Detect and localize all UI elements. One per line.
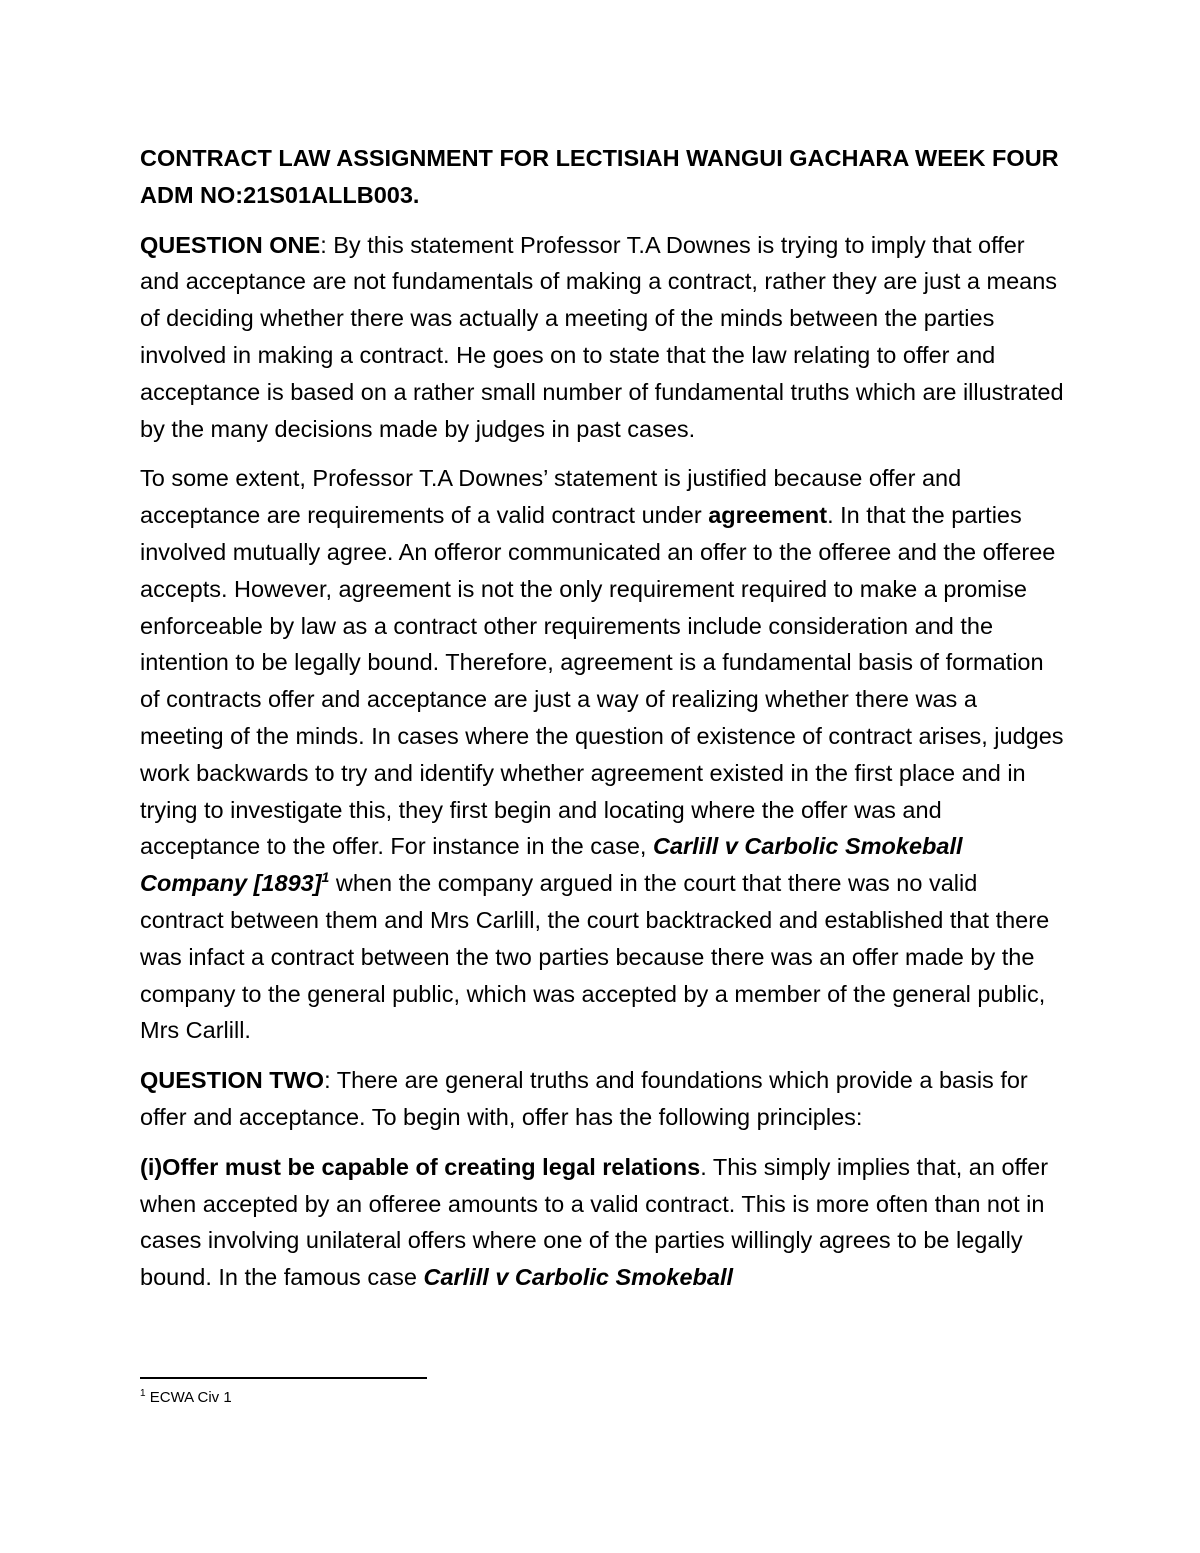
footnote-number: 1 [140, 1388, 146, 1399]
title-line-1: CONTRACT LAW ASSIGNMENT FOR LECTISIAH WANGUI GACHARA WEEK FOUR [140, 145, 1059, 171]
discussion-paragraph [140, 460, 1065, 1049]
footnote-separator [140, 1377, 427, 1379]
discussion-text-a: To some extent, Professor T.A Downes’ statement is justified because offer and acceptance are requirements of a valid contract under [140, 465, 962, 529]
agreement-term: agreement [708, 502, 828, 529]
question-one-text: : By this statement Professor T.A Downes is trying to imply that offer and acceptance are not fundamentals of making a contract, rather they are just a means of deciding whether there was actually a meeting of the minds between the parties involved in making a contract. He goes on to state that the law relating to offer and acceptance is based on a rather small number of fundamental truths which are illustrated by the many decisions made by judges in past cases. [140, 231, 1064, 442]
principle-one-paragraph [140, 1149, 1065, 1296]
principle-one-text: . This simply implies that, an offer when accepted by an offeree amounts to a valid contract. This is more often than not in cases involving unilateral offers where one of the parties willingly agrees to be legally bound. In the famous case [140, 1153, 1049, 1291]
title-line-2: ADM NO:21S01ALLB003. [140, 181, 420, 208]
question-two-text: : There are general truths and foundations which provide a basis for offer and acceptance. To begin with, offer has the following principles: [140, 1067, 1028, 1130]
document-body [140, 140, 1065, 1309]
question-two-label: QUESTION TWO [140, 1067, 325, 1094]
case-citation: Carlill v Carbolic Smokeball Company [1893] [140, 833, 963, 897]
footnote [140, 1388, 232, 1408]
question-two-paragraph [140, 1062, 1065, 1136]
footnote-text: ECWA Civ 1 [145, 1389, 232, 1406]
discussion-text-c: when the company argued in the court that there was no valid contract between them and Mrs Carlill, the court backtracked and established that there was infact a contract between the two parties because there was an offer made by the company to the general public, which was accepted by a member of the general public, Mrs Carlill. [140, 870, 1050, 1044]
principle-one-heading: (i)Offer must be capable of creating legal relations [140, 1153, 701, 1180]
question-one-paragraph [140, 227, 1065, 448]
case-citation-2: Carlill v Carbolic Smokeball [423, 1264, 734, 1291]
document-title [140, 140, 1065, 214]
discussion-text-b: . In that the parties involved mutually agree. An offeror communicated an offer to the offeree and the offeree accepts. However, agreement is not the only requirement required to make a promise enforceable by law as a contract other requirements include consideration and the intention to be legally bound. Therefore, agreement is a fundamental basis of formation of contracts offer and acceptance are just a way of realizing whether there was a meeting of the minds. In cases where the question of existence of contract arises, judges work backwards to try and identify whether agreement existed in the first place and in trying to investigate this, they first begin and locating where the offer was and acceptance to the offer. For instance in the case, [140, 502, 1064, 860]
footnote-reference: 1 [321, 869, 330, 886]
question-one-label: QUESTION ONE [140, 231, 321, 258]
